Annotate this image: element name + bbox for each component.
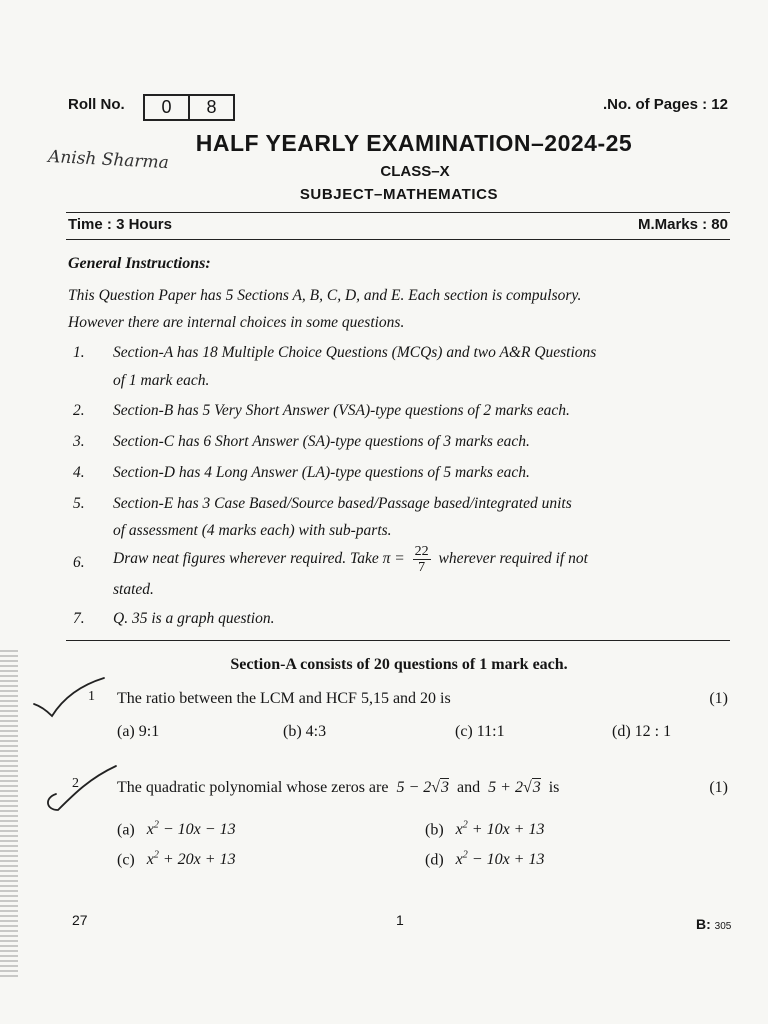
question-1-option-d: (d) 12 : 1 <box>612 723 672 740</box>
section-a-title: Section-A consists of 20 questions of 1 mark each. <box>230 656 568 673</box>
instruction-1-line-1: Section-A has 18 Multiple Choice Questions (MCQs) and two A&R Questions <box>113 344 597 361</box>
question-1-option-a: (a) 9:1 <box>117 723 160 740</box>
time-allowed: Time : 3 Hours <box>68 216 172 233</box>
question-2-number: 2 <box>72 776 79 791</box>
option-d-label: (d) <box>425 851 444 869</box>
number-of-pages: .No. of Pages : 12 <box>602 96 728 113</box>
option-d-expression: $x^2 - 10x + 13$ <box>455 850 545 869</box>
subject-heading: SUBJECT–MATHEMATICS <box>299 186 499 203</box>
roll-number-box <box>143 94 235 121</box>
paper-code <box>696 916 731 932</box>
roll-digit-1: 0 <box>161 97 172 117</box>
handwritten-student-name: Anish Sharma <box>47 146 170 174</box>
header-rule-top <box>66 212 730 213</box>
page-number: 1 <box>396 912 404 928</box>
instruction-6-line-1 <box>113 544 588 575</box>
fraction-denominator: 7 <box>418 560 426 575</box>
scan-edge <box>0 650 18 980</box>
question-1-option-c: (c) 11:1 <box>455 723 505 740</box>
instruction-number: 5. <box>73 495 85 512</box>
instruction-2: Section-B has 5 Very Short Answer (VSA)-type questions of 2 marks each. <box>113 402 570 419</box>
instruction-number: 6. <box>73 554 85 571</box>
question-2-option-a <box>117 820 236 839</box>
paper-code-number: 305 <box>714 921 732 932</box>
instructions-rule <box>66 640 730 641</box>
instruction-6-line-2: stated. <box>113 581 154 598</box>
instruction-number: 7. <box>73 610 85 627</box>
general-instructions-title: General Instructions: <box>68 255 211 272</box>
exam-title: HALF YEARLY EXAMINATION–2024-25 <box>195 130 633 156</box>
question-1-marks: (1) <box>709 690 728 707</box>
question-2-line <box>117 779 559 797</box>
roll-digit-2: 8 <box>188 96 233 119</box>
question-2-is: is <box>548 779 560 796</box>
instruction-5-line-2: of assessment (4 marks each) with sub-parts. <box>113 522 392 539</box>
option-a-label: (a) <box>117 821 135 839</box>
option-c-label: (c) <box>117 851 135 869</box>
instruction-4: Section-D has 4 Long Answer (LA)-type questions of 5 marks each. <box>113 464 530 481</box>
class-heading: CLASS–X <box>380 163 450 180</box>
header-rule-bottom <box>66 239 730 240</box>
question-2-option-b <box>425 820 544 839</box>
option-c-expression: $x^2 + 20x + 13$ <box>146 850 236 869</box>
maximum-marks: M.Marks : 80 <box>637 216 728 233</box>
fraction-22-over-7 <box>413 544 431 575</box>
instruction-number: 2. <box>73 402 85 419</box>
instruction-3: Section-C has 6 Short Answer (SA)-type questions of 3 marks each. <box>113 433 530 450</box>
instruction-number: 1. <box>73 344 85 361</box>
question-1-text: The ratio between the LCM and HCF 5,15 and 20 is <box>117 690 451 707</box>
instructions-intro-line-1: This Question Paper has 5 Sections A, B, C, D, and E. Each section is compulsory. <box>68 287 582 304</box>
question-2-and: and <box>457 779 481 796</box>
instruction-1-line-2: of 1 mark each. <box>113 372 210 389</box>
instruction-number: 4. <box>73 464 85 481</box>
question-2-option-c <box>117 850 236 869</box>
instruction-6-text-b: wherever required if not <box>438 550 588 568</box>
question-2-text: The quadratic polynomial whose zeros are <box>117 779 389 796</box>
zero-1-expression: 5 − 2√3 <box>396 779 450 796</box>
roll-number-label: Roll No. <box>68 96 125 113</box>
question-2-option-d <box>425 850 544 869</box>
checkmark-icon <box>30 676 110 720</box>
paper-code-label: B: <box>696 916 711 932</box>
option-b-label: (b) <box>425 821 444 839</box>
zero-2-expression: 5 + 2√3 <box>488 779 541 796</box>
option-b-expression: $x^2 + 10x + 13$ <box>455 820 545 839</box>
instruction-number: 3. <box>73 433 85 450</box>
instruction-7: Q. 35 is a graph question. <box>113 610 275 627</box>
question-1-option-b: (b) 4:3 <box>283 723 327 740</box>
question-2-marks: (1) <box>709 779 728 796</box>
footer-left-code: 27 <box>72 912 88 928</box>
instruction-6-text-a: Draw neat figures wherever required. Take π = <box>113 550 405 568</box>
option-a-expression: $x^2 - 10x - 13$ <box>146 820 236 839</box>
instruction-5-line-1: Section-E has 3 Case Based/Source based/Passage based/integrated units <box>113 495 572 512</box>
question-1-number: 1 <box>88 689 95 704</box>
fraction-numerator: 22 <box>414 544 429 559</box>
instructions-intro-line-2: However there are internal choices in some questions. <box>68 314 405 331</box>
